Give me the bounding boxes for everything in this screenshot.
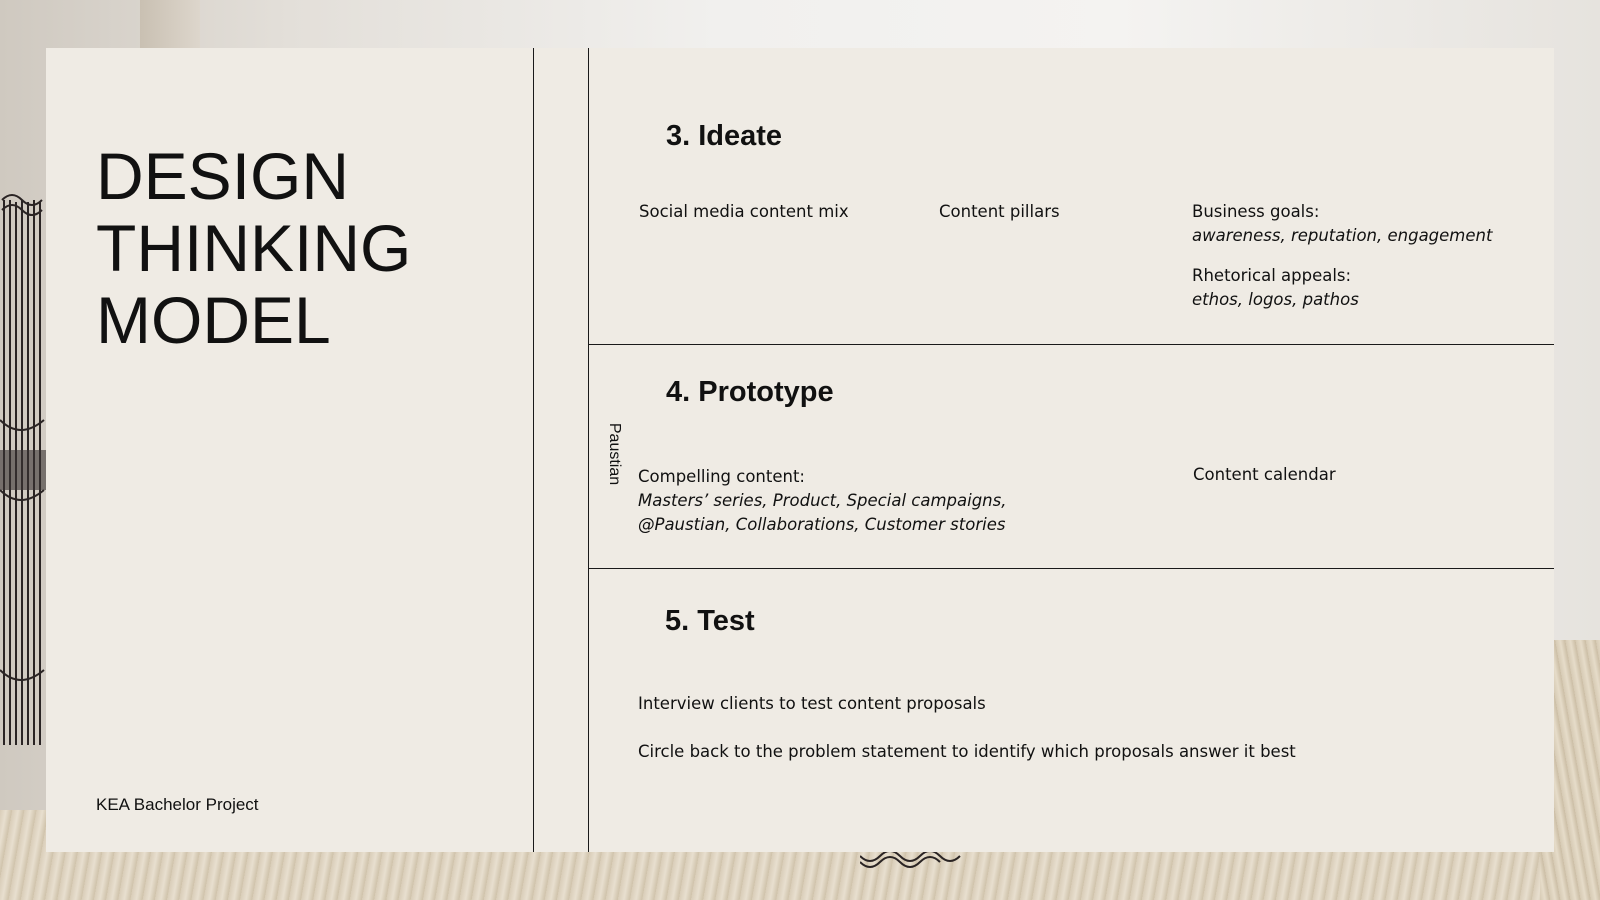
business-goals-label: Business goals: — [1192, 202, 1320, 221]
wire-basket-bottom-decoration — [860, 850, 980, 872]
slide-title — [96, 140, 411, 356]
ideate-content-mix: Social media content mix — [639, 202, 849, 221]
compelling-content-label: Compelling content: — [638, 467, 805, 486]
ideate-content-pillars: Content pillars — [939, 202, 1060, 221]
divider-prototype-test — [588, 568, 1554, 569]
divider-vertical-left — [533, 48, 534, 852]
title-line-2: THINKING — [96, 211, 412, 285]
compelling-content-line-1: Masters’ series, Product, Special campaigns, — [638, 491, 1007, 510]
slide-panel — [46, 48, 1554, 852]
business-goals-values: awareness, reputation, engagement — [1192, 226, 1493, 245]
title-line-3: MODEL — [96, 283, 331, 357]
compelling-content-line-2: @Paustian, Collaborations, Customer stories — [638, 515, 1006, 534]
test-heading: 5. Test — [665, 605, 755, 637]
footer-text: KEA Bachelor Project — [96, 795, 259, 814]
side-brand-label — [584, 424, 644, 484]
ideate-business-goals — [1192, 200, 1492, 248]
side-brand-text: Paustian — [606, 422, 624, 486]
prototype-content-calendar: Content calendar — [1193, 465, 1336, 484]
title-line-1: DESIGN — [96, 139, 350, 213]
rhetorical-appeals-label: Rhetorical appeals: — [1192, 266, 1352, 285]
prototype-heading: 4. Prototype — [666, 376, 834, 408]
test-line-1: Interview clients to test content proposals — [638, 694, 986, 713]
prototype-compelling-content — [638, 465, 1006, 537]
background-shade — [140, 0, 200, 48]
divider-ideate-prototype — [588, 344, 1554, 345]
ideate-heading: 3. Ideate — [666, 120, 783, 152]
test-line-2: Circle back to the problem statement to identify which proposals answer it best — [638, 742, 1296, 761]
ideate-rhetorical-appeals — [1192, 264, 1359, 312]
rhetorical-appeals-values: ethos, logos, pathos — [1192, 290, 1359, 309]
wire-basket-decoration — [0, 190, 46, 755]
